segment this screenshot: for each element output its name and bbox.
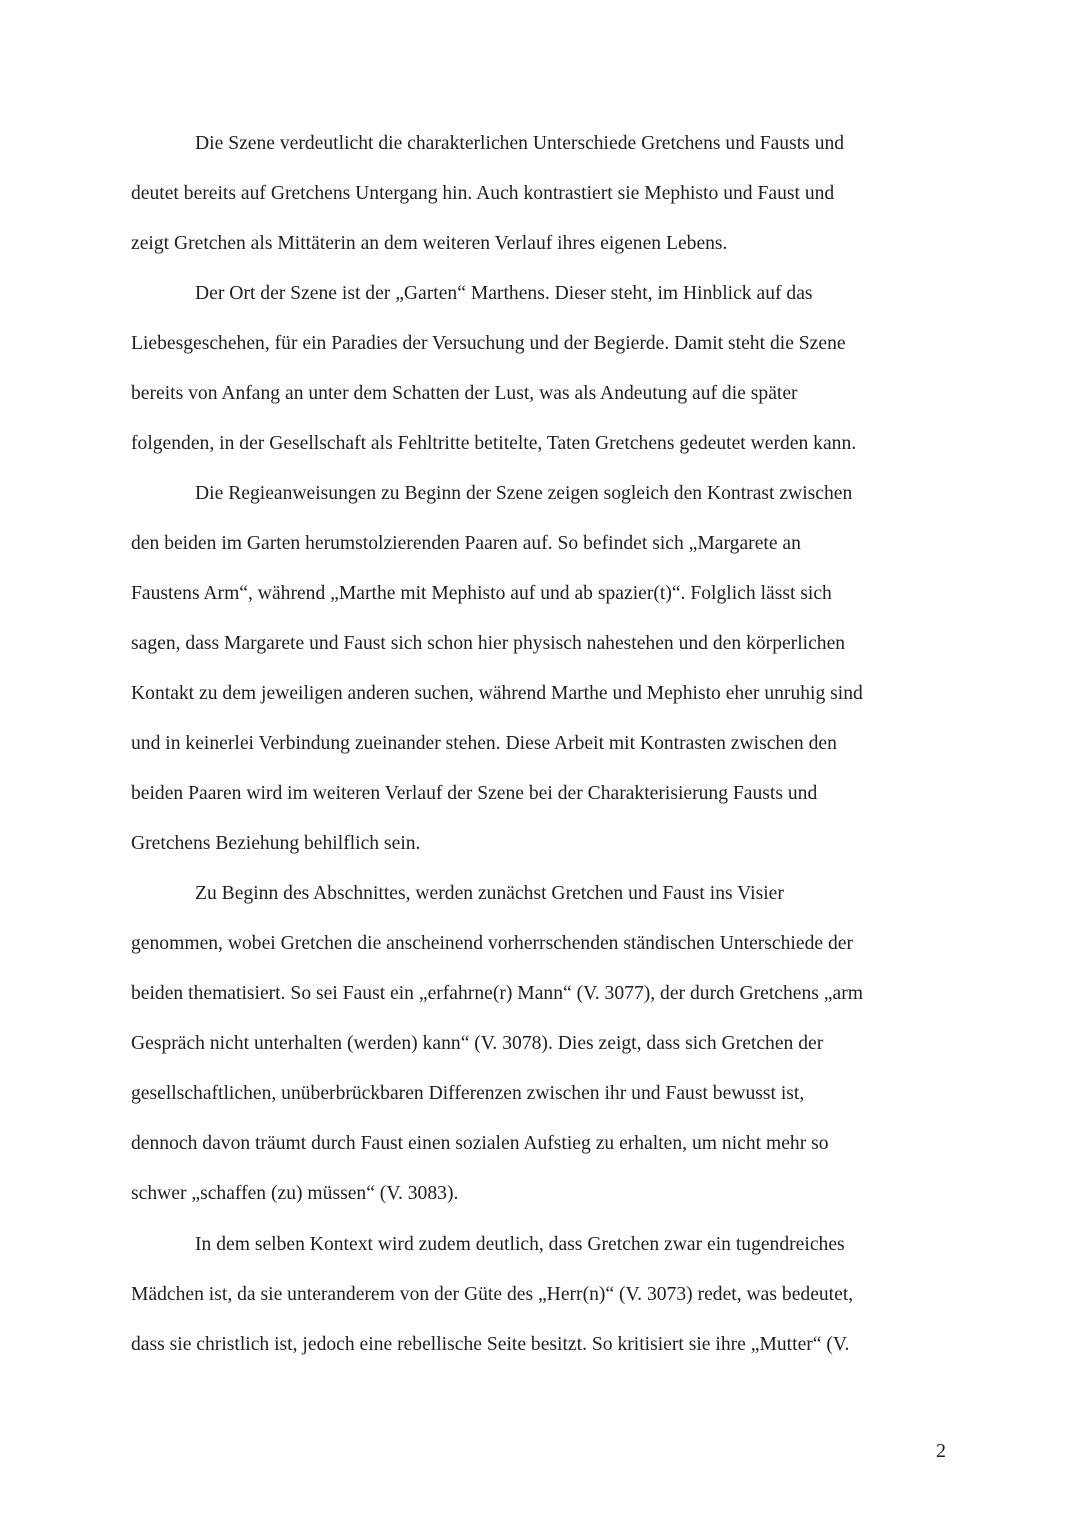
text-line: und in keinerlei Verbindung zueinander stehen. Diese Arbeit mit Kontrasten zwischen den <box>131 733 837 754</box>
text-line: beiden Paaren wird im weiteren Verlauf der Szene bei der Charakterisierung Fausts und <box>131 783 818 804</box>
text-line: dass sie christlich ist, jedoch eine rebellische Seite besitzt. So kritisiert sie ihre „Mutter“ (V. <box>131 1334 850 1355</box>
text-line: beiden thematisiert. So sei Faust ein „erfahrne(r) Mann“ (V. 3077), der durch Gretchens „arm <box>131 983 863 1004</box>
text-line: folgenden, in der Gesellschaft als Fehltritte betitelte, Taten Gretchens gedeutet werden kann. <box>131 433 857 454</box>
text-line: In dem selben Kontext wird zudem deutlich, dass Gretchen zwar ein tugendreiches <box>195 1234 845 1255</box>
text-line: den beiden im Garten herumstolzierenden Paaren auf. So befindet sich „Margarete an <box>131 533 801 554</box>
text-line: Liebesgeschehen, für ein Paradies der Versuchung und der Begierde. Damit steht die Szene <box>131 333 846 354</box>
text-line: schwer „schaffen (zu) müssen“ (V. 3083). <box>131 1183 459 1204</box>
text-line: bereits von Anfang an unter dem Schatten der Lust, was als Andeutung auf die später <box>131 383 798 404</box>
text-line: deutet bereits auf Gretchens Untergang hin. Auch kontrastiert sie Mephisto und Faust und <box>131 183 835 204</box>
text-line: dennoch davon träumt durch Faust einen sozialen Aufstieg zu erhalten, um nicht mehr so <box>131 1133 829 1154</box>
text-line: Die Regieanweisungen zu Beginn der Szene zeigen sogleich den Kontrast zwischen <box>195 483 853 504</box>
text-line: genommen, wobei Gretchen die anscheinend vorherrschenden ständischen Unterschiede der <box>131 933 853 954</box>
text-line: zeigt Gretchen als Mittäterin an dem weiteren Verlauf ihres eigenen Lebens. <box>131 233 728 254</box>
text-line: Der Ort der Szene ist der „Garten“ Marthens. Dieser steht, im Hinblick auf das <box>195 283 813 304</box>
text-line: Gespräch nicht unterhalten (werden) kann“ (V. 3078). Dies zeigt, dass sich Gretchen der <box>131 1033 824 1054</box>
text-line: Faustens Arm“, während „Marthe mit Mephisto auf und ab spazier(t)“. Folglich lässt sich <box>131 583 832 604</box>
text-line: Zu Beginn des Abschnittes, werden zunächst Gretchen und Faust ins Visier <box>195 883 784 904</box>
text-line: Kontakt zu dem jeweiligen anderen suchen, während Marthe und Mephisto eher unruhig sind <box>131 683 863 704</box>
text-line: Die Szene verdeutlicht die charakterlichen Unterschiede Gretchens und Fausts und <box>195 133 845 154</box>
text-line: gesellschaftlichen, unüberbrückbaren Differenzen zwischen ihr und Faust bewusst ist, <box>131 1083 805 1104</box>
text-line: sagen, dass Margarete und Faust sich schon hier physisch nahestehen und den körperlichen <box>131 633 846 654</box>
text-line: Gretchens Beziehung behilflich sein. <box>131 833 421 854</box>
text-line: Mädchen ist, da sie unteranderem von der Güte des „Herr(n)“ (V. 3073) redet, was bedeutet, <box>131 1284 854 1305</box>
page-number: 2 <box>936 1440 946 1462</box>
